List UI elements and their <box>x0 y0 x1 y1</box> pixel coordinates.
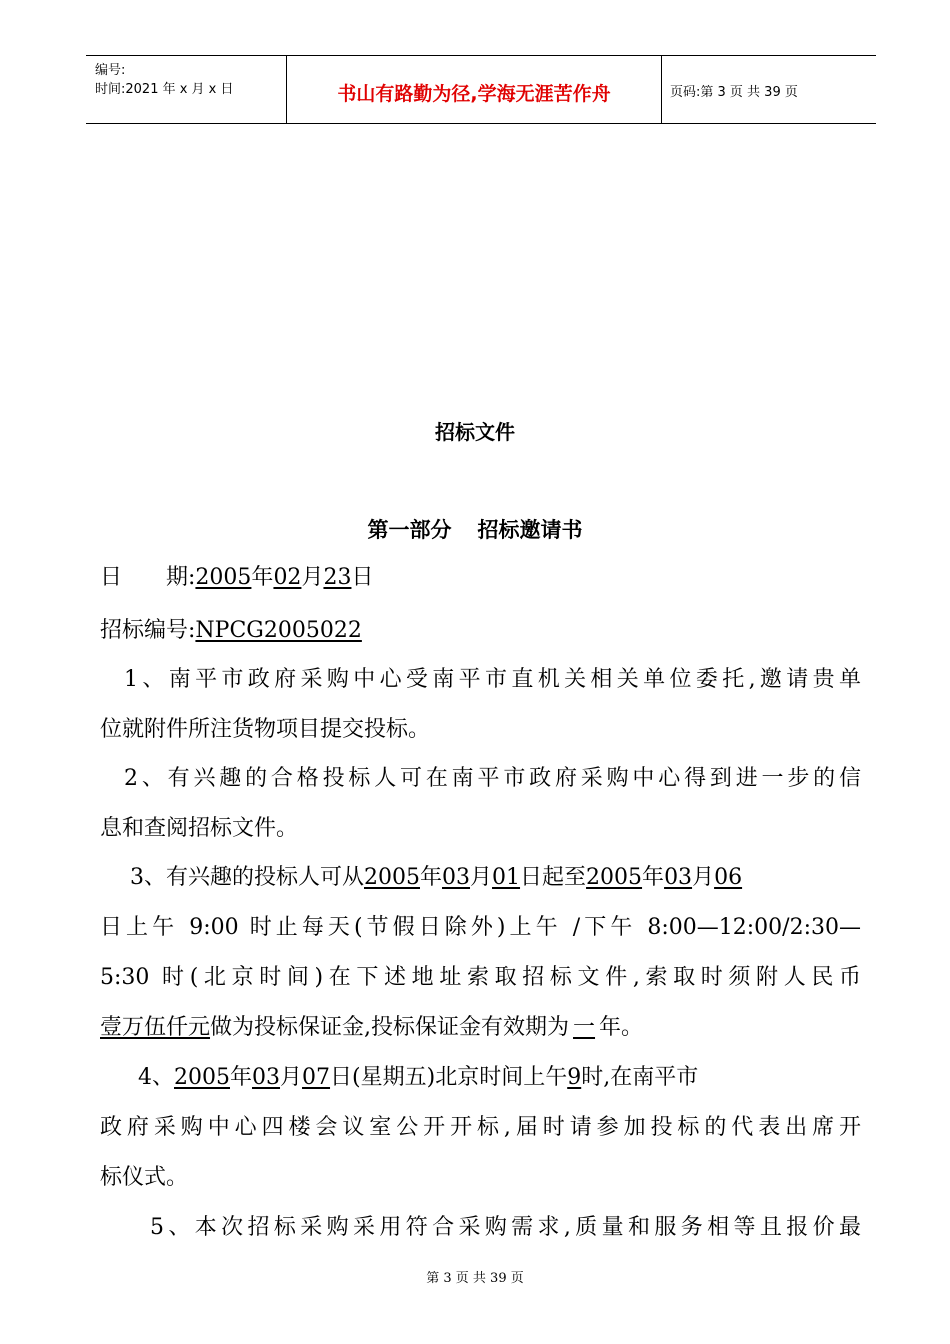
p4-text-month: 月 <box>280 1065 303 1090</box>
paragraph-4-line-2: 政府采购中心四楼会议室公开开标,届时请参加投标的代表出席开 <box>100 1115 861 1140</box>
p3-deposit-text: 做为投标保证金,投标保证金有效期为 <box>210 1015 570 1040</box>
motto: 书山有路勤为径,学海无涯苦作舟 <box>337 83 611 105</box>
paragraph-4-line-1: 4、2005年03月07日(星期五)北京时间上午9时,在南平市 <box>138 1065 699 1090</box>
section-prefix: 第一部分 <box>367 518 452 542</box>
bid-number-line <box>100 616 362 646</box>
bid-number-value: NPCG2005022 <box>195 618 362 643</box>
p3-text-month: 月 <box>470 865 493 890</box>
p3-text-until: 日起至 <box>520 865 587 890</box>
year-unit: 年 <box>251 565 274 590</box>
section-heading <box>0 514 950 544</box>
paragraph-2-line-1: 2、有兴趣的合格投标人可在南平市政府采购中心得到进一步的信 <box>124 766 861 791</box>
p3-year-text: 年。 <box>599 1015 644 1040</box>
paragraph-2-line-2: 息和查阅招标文件。 <box>100 816 299 841</box>
p3-start-day: 01 <box>492 865 521 890</box>
paragraph-3-line-1 <box>130 863 742 893</box>
day-unit: 日 <box>351 565 374 590</box>
date-label: 日 期: <box>100 565 196 590</box>
document-title: 招标文件 <box>435 420 515 444</box>
paragraph-5-line-1: 5、本次招标采购采用符合采购需求,质量和服务相等且报价最 <box>150 1215 861 1240</box>
deposit-amount: 壹万伍仟元 <box>100 1015 211 1040</box>
date-year: 2005 <box>195 565 252 590</box>
date-day: 23 <box>323 565 352 590</box>
month-unit: 月 <box>301 565 324 590</box>
page-header <box>86 55 876 124</box>
p3-text-year-2: 年 <box>642 865 665 890</box>
p4-day: 07 <box>302 1065 331 1090</box>
deposit-period: 一 <box>573 1015 596 1040</box>
p4-month: 03 <box>252 1065 281 1090</box>
p3-start-year: 2005 <box>364 865 420 890</box>
paragraph-4-line-3: 标仪式。 <box>100 1165 189 1190</box>
p3-text-year: 年 <box>420 865 443 890</box>
p4-text-day: 日(星期五)北京时间上午 <box>330 1065 568 1090</box>
header-meta <box>86 56 286 123</box>
paragraph-3-line-4 <box>100 1013 643 1043</box>
p3-end-day: 06 <box>714 865 743 890</box>
date-line <box>100 563 373 593</box>
paragraph-1-line-1: 1、南平市政府采购中心受南平市直机关相关单位委托,邀请贵单 <box>124 667 861 692</box>
date-month: 02 <box>273 565 302 590</box>
paragraph-3-line-3: 5:30 时(北京时间)在下述地址索取招标文件,索取时须附人民币 <box>100 965 861 990</box>
header-page-cell <box>661 56 876 123</box>
p3-end-year: 2005 <box>586 865 643 890</box>
p4-hour: 9 <box>567 1065 582 1090</box>
bid-number-label: 招标编号: <box>100 618 196 643</box>
number-label: 编号: <box>95 63 126 78</box>
p3-start-month: 03 <box>442 865 471 890</box>
p4-text-year: 年 <box>230 1065 253 1090</box>
paragraph-1-line-2: 位就附件所注货物项目提交投标。 <box>100 717 431 742</box>
section-title: 招标邀请书 <box>477 518 583 542</box>
p4-year: 2005 <box>174 1065 230 1090</box>
p3-text-a: 3、有兴趣的投标人可从 <box>130 865 364 890</box>
p3-text-month-2: 月 <box>692 865 715 890</box>
p3-end-month: 03 <box>664 865 693 890</box>
page-info: 页码:第 3 页 共 39 页 <box>670 85 798 100</box>
page-footer: 第 3 页 共 39 页 <box>426 1271 524 1286</box>
time-label: 时间:2021 年 x 月 x 日 <box>95 82 234 97</box>
paragraph-3-line-2: 日上午 9:00 时止每天(节假日除外)上午 /下午 8:00—12:00/2:30— <box>100 915 861 940</box>
header-motto-cell <box>286 56 662 123</box>
p4-text-hour: 时,在南平市 <box>581 1065 699 1090</box>
